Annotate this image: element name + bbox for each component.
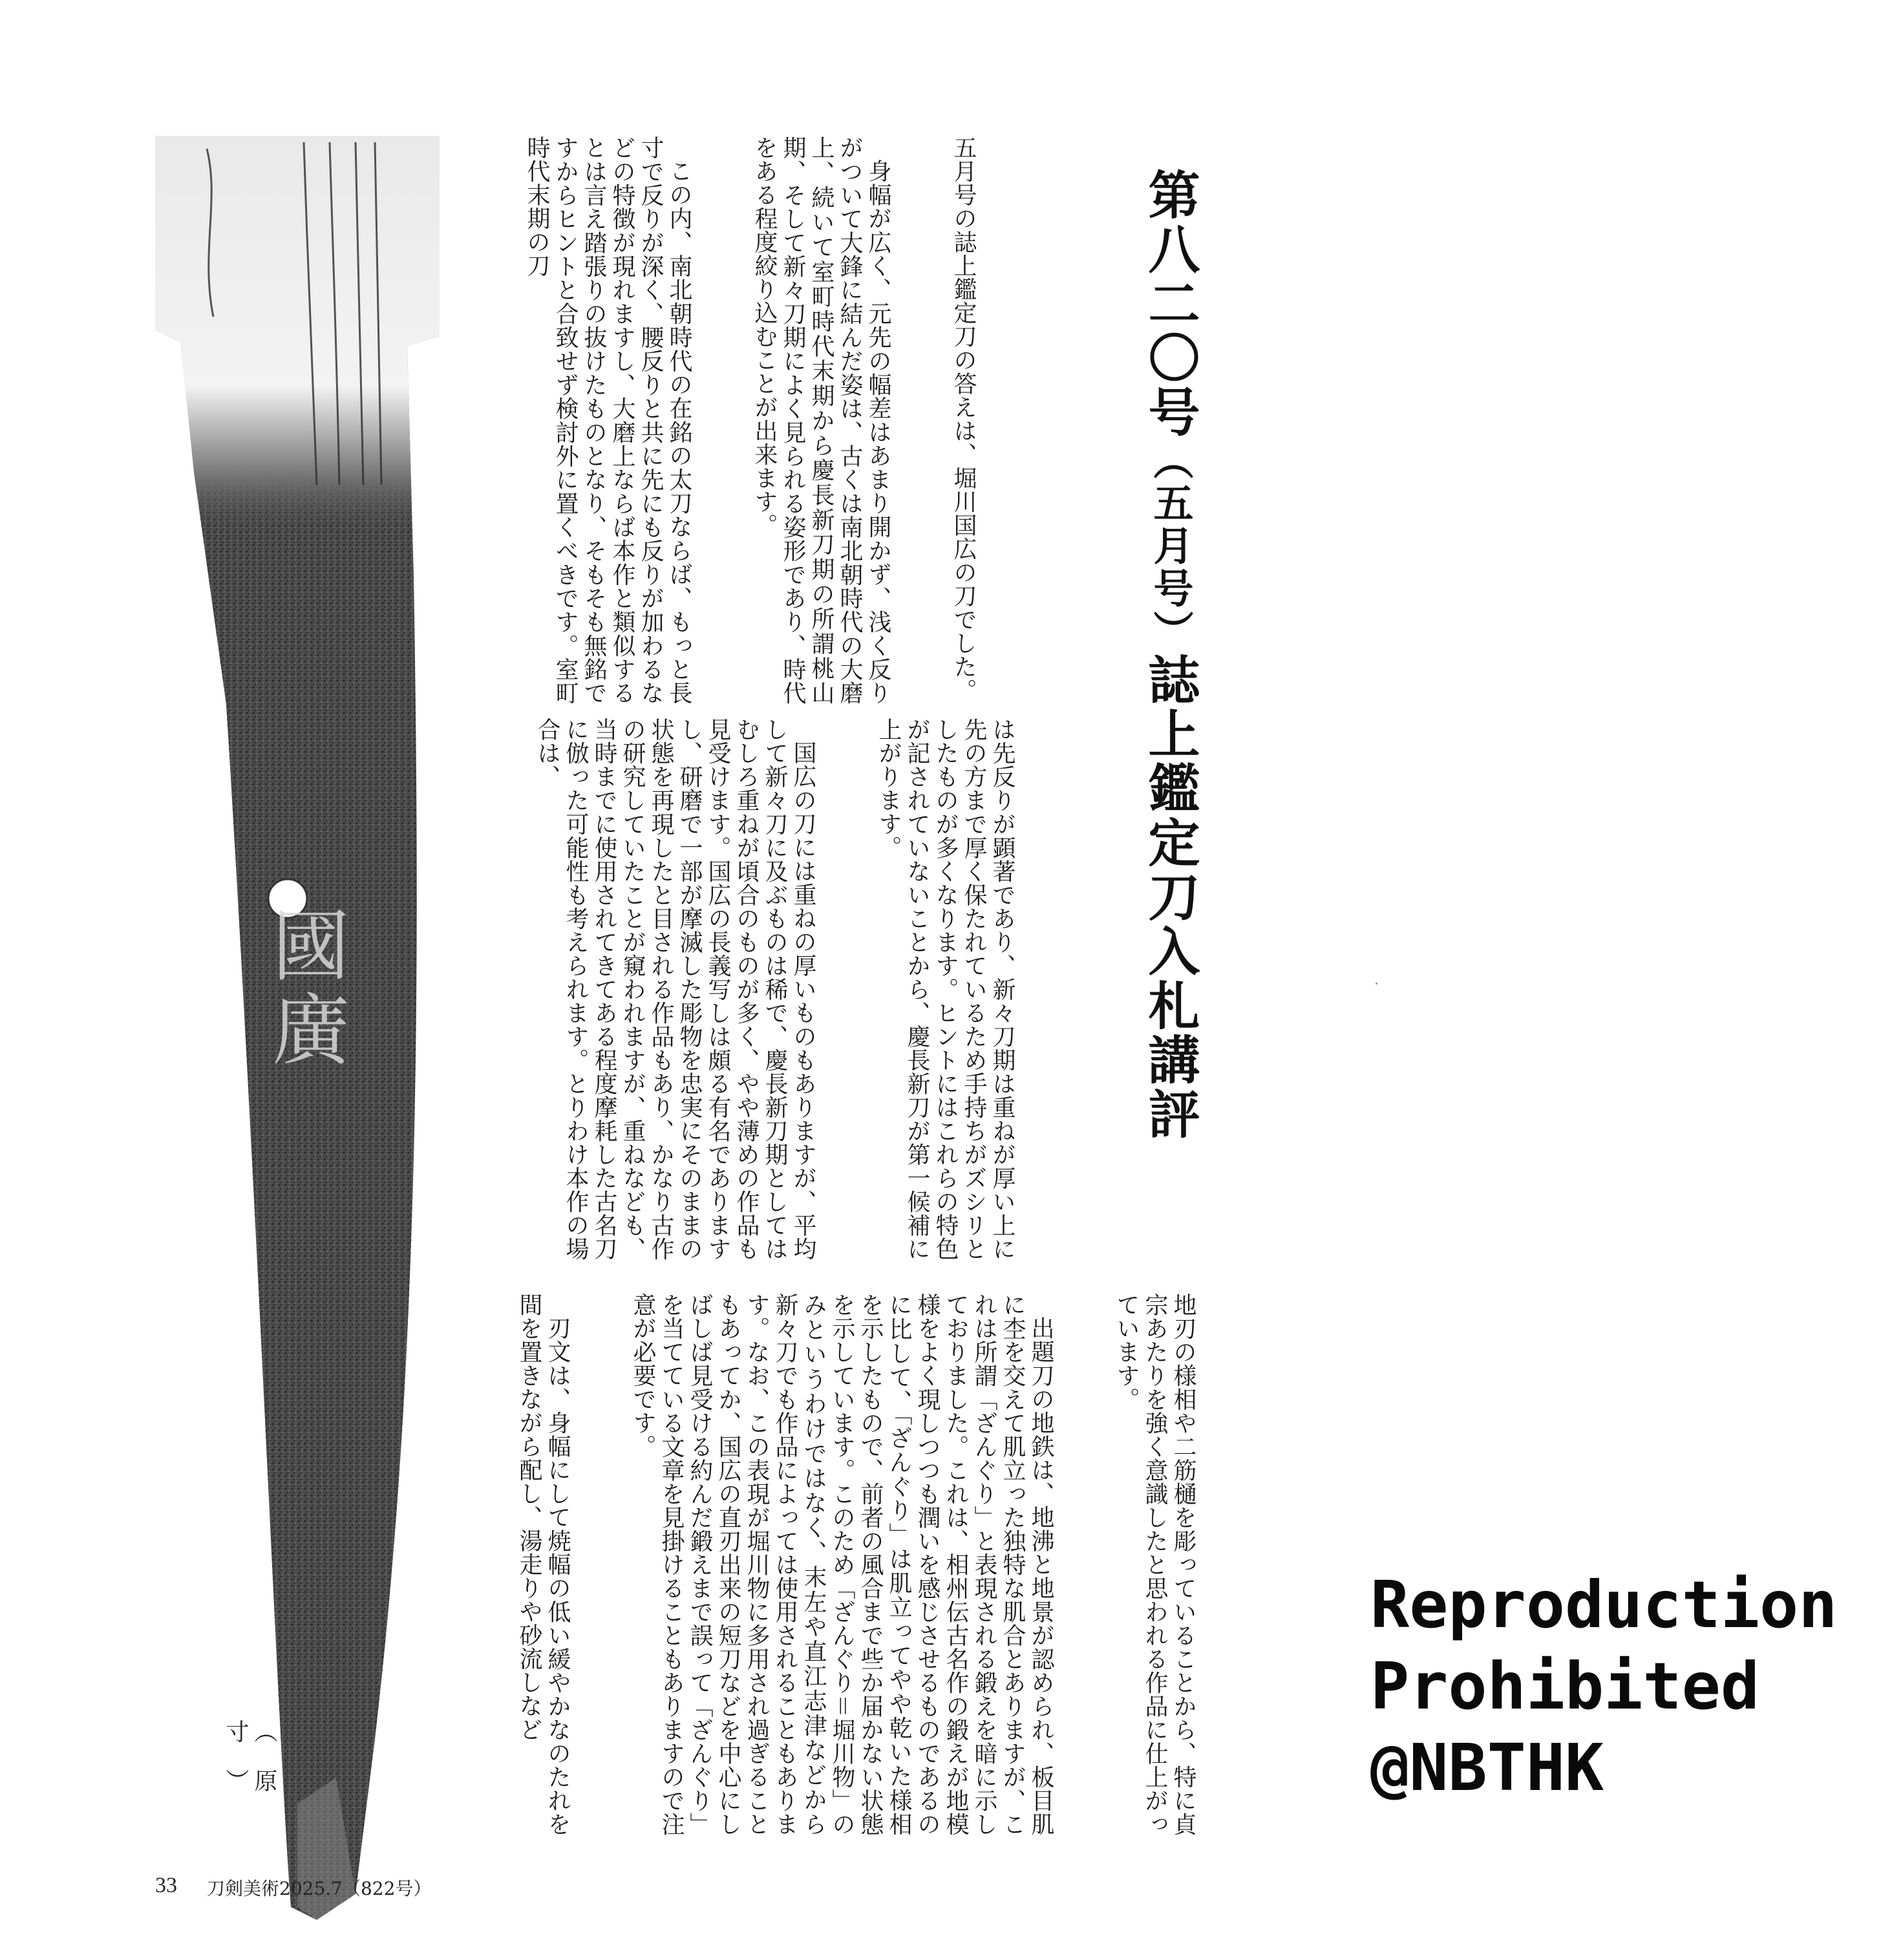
title-month: （五月号） bbox=[1147, 440, 1194, 653]
paragraph: 五月号の誌上鑑定刀の答えは、堀川国広の刀でした。 bbox=[950, 136, 977, 702]
article-title bbox=[1118, 168, 1209, 1142]
paragraph: 出題刀の地鉄は、地沸と地景が認められ、板目肌に杢を交えて肌立った独特な肌合とありますが、これは所謂「ざんぐり」と表現される鍛えを暗に示しておりました。これは、相州伝古名作の鍛えが地模様をよく現しつつも潤いを感じさせるものであるのに比して、「ざんぐり」は肌立ってやや乾いた様相を示したもので、前者の風合まで些か届かない状態を示しています。このため「ざんぐり＝堀川物」のみというわけではなく、末左や直江志津などから新々刀でも作品によっては使用されることもあります。なお、この表現が堀川物に多用され過ぎることもあってか、国広の直刃出来の短刀などを中心にしばしば見受ける約んだ鍛えまで誤って「ざんぐり」を当てている文章を見掛けることもありますので注意が必要です。 bbox=[630, 1293, 1054, 1837]
paragraph: 身幅が広く、元先の幅差はあまり開かず、浅く反りがついて大鋒に結んだ姿は、古くは南北朝時代の大磨上、続いて室町時代末期から慶長新刀期の所謂桃山期、そして新々刀期によく見られる姿形であり、時代をある程度絞り込むことが出来ます。 bbox=[751, 136, 891, 705]
page-number: 33 bbox=[155, 1873, 177, 1897]
title-issue-number: 第八二〇号 bbox=[1140, 168, 1200, 440]
paragraph: 国広の刀には重ねの厚いものもありますが、平均して新々刀に及ぶものは稀で、慶長新刀期としてはむしろ重ねが頃合のものが多く、やや薄めの作品も見受けます。国広の長義写しは頗る有名でありますし、研磨で一部が摩滅した彫物を忠実にそのままの状態を再現したと目される作品もあり、かなり古作の研究していたことが窺われますが、重ねなども、当時までに使用されてきてある程度摩耗した古名刀に倣った可能性も考えられます。とりわけ本作の場合は、 bbox=[534, 718, 816, 1261]
paragraph: は先反りが顕著であり、新々刀期は重ねが厚い上に先の方まで厚く保たれているため手持ちがズシリとしたものが多くなります。ヒントにはこれらの特色が記されていないことから、慶長新刀が第一候補に上がります。 bbox=[875, 718, 1015, 1261]
paragraph: この内、南北朝時代の在銘の太刀ならば、もっと長寸で反りが深く、腰反りと共に先にも反りが加わるなどの特徴が現れますし、大磨上ならば本作と類似するとは言え踏張りの抜けたものとなり、そもそも無銘ですからヒントと合致せず検討外に置くべきです。室町時代末期の刀 bbox=[524, 136, 692, 705]
paragraph: 地刃の様相や二筋樋を彫っていることから、特に貞宗あたりを強く意識したと思われる作品に仕上がっています。 bbox=[1113, 1293, 1196, 1836]
magazine-issue: 刀剣美術2025.7（822号） bbox=[207, 1878, 432, 1899]
size-note: （原 寸） bbox=[222, 1720, 277, 1867]
watermark-text: Reproduction Prohibited @NBTHK bbox=[1370, 1567, 1838, 1806]
article-block-3 bbox=[516, 1293, 1254, 1837]
stray-mark bbox=[1376, 983, 1377, 985]
oshigata-signature: 國廣 bbox=[259, 905, 349, 1073]
article-block-1 bbox=[465, 136, 1034, 705]
article-block-2 bbox=[465, 718, 1073, 1261]
title-heading: 誌上鑑定刀入札講評 bbox=[1140, 653, 1200, 1142]
paragraph: 刃文は、身幅にして焼幅の低い緩やかなのたれを間を置きながら配し、湯走りや砂流しなど bbox=[516, 1293, 571, 1836]
